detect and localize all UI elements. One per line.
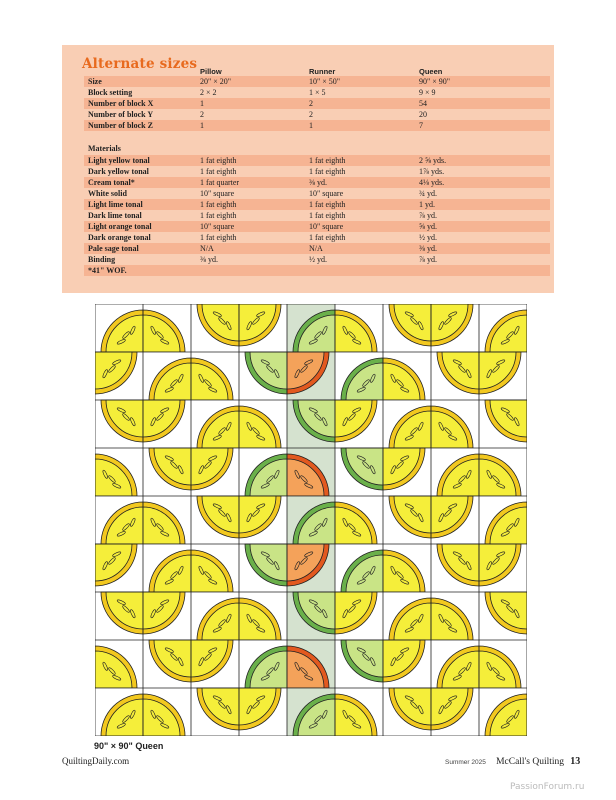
table-row xyxy=(84,120,550,131)
runner-value: 10" square xyxy=(309,222,344,231)
pillow-value: 1 xyxy=(200,99,204,108)
row-label: Dark yellow tonal xyxy=(88,167,149,176)
pillow-value: 1 fat quarter xyxy=(200,178,240,187)
panel-title: Alternate sizes xyxy=(82,56,198,72)
row-label: Dark lime tonal xyxy=(88,211,142,220)
table-row xyxy=(84,254,550,265)
runner-value: 1 fat eighth xyxy=(309,167,346,176)
row-label: Light lime tonal xyxy=(88,200,143,209)
quilt-blocks xyxy=(95,304,527,736)
queen-value: ½ yd. xyxy=(419,233,437,242)
footnote: *41" WOF. xyxy=(88,266,127,275)
queen-value: ⅞ yd. xyxy=(419,211,437,220)
pillow-value: 1 fat eighth xyxy=(200,233,237,242)
runner-value: 10" square xyxy=(309,189,344,198)
row-label: Number of block Y xyxy=(88,110,154,119)
table-row xyxy=(84,76,550,87)
pillow-value: N/A xyxy=(200,244,214,253)
queen-value: ⅜ yd. xyxy=(419,244,437,253)
row-label: Pale sage tonal xyxy=(88,244,139,253)
pillow-value: 10" square xyxy=(200,189,235,198)
runner-value: 2 xyxy=(309,110,313,119)
queen-value: ⅝ yd. xyxy=(419,222,437,231)
table-row xyxy=(84,177,550,188)
pillow-value: 1 fat eighth xyxy=(200,211,237,220)
table-row xyxy=(84,109,550,120)
table-row xyxy=(84,87,550,98)
runner-value: 1 fat eighth xyxy=(309,200,346,209)
queen-value: 54 xyxy=(419,99,427,108)
quilt-diagram xyxy=(95,304,527,736)
queen-value: 1⅞ yds. xyxy=(419,167,445,176)
queen-value: 1 yd. xyxy=(419,200,435,209)
table-row xyxy=(84,188,550,199)
column-header-queen: Queen xyxy=(419,67,443,76)
quilt-caption: 90" × 90" Queen xyxy=(94,741,164,751)
row-label: Size xyxy=(88,77,102,86)
queen-value: 20 xyxy=(419,110,427,119)
pillow-value: 1 fat eighth xyxy=(200,200,237,209)
table-row xyxy=(84,232,550,243)
footer-issue: Summer 2025 xyxy=(445,759,486,766)
page-number: 13 xyxy=(570,756,581,767)
column-header-pillow: Pillow xyxy=(200,67,222,76)
pillow-value: 20" × 20" xyxy=(200,77,232,86)
table-row xyxy=(84,166,550,177)
queen-value: 9 × 9 xyxy=(419,88,436,97)
row-label: Binding xyxy=(88,255,116,264)
row-label: Dark orange tonal xyxy=(88,233,151,242)
pillow-value: 1 fat eighth xyxy=(200,167,237,176)
row-label: Block setting xyxy=(88,88,133,97)
table-row xyxy=(84,243,550,254)
row-label: Cream tonal* xyxy=(88,178,135,187)
table-row xyxy=(84,265,550,276)
materials-heading: Materials xyxy=(88,144,121,153)
pillow-value: 10" square xyxy=(200,222,235,231)
runner-value: 1 fat eighth xyxy=(309,211,346,220)
materials-heading-row xyxy=(84,143,550,154)
row-label: Light yellow tonal xyxy=(88,156,150,165)
queen-value: ⅞ yd. xyxy=(419,255,437,264)
runner-value: 2 xyxy=(309,99,313,108)
footer-right xyxy=(445,756,580,767)
pillow-value: 1 xyxy=(200,121,204,130)
table-row xyxy=(84,199,550,210)
queen-value: ¾ yd. xyxy=(419,189,437,198)
table-row xyxy=(84,155,550,166)
pillow-value: 2 × 2 xyxy=(200,88,217,97)
queen-value: 2 ⅝ yds. xyxy=(419,156,447,165)
queen-value: 90" × 90" xyxy=(419,77,451,86)
watermark: PassionForum.ru xyxy=(510,782,585,792)
runner-value: 1 fat eighth xyxy=(309,233,346,242)
pillow-value: ⅜ yd. xyxy=(200,255,218,264)
footer-magazine: McCall's Quilting xyxy=(496,757,565,767)
pillow-value: 1 fat eighth xyxy=(200,156,237,165)
runner-value: ½ yd. xyxy=(309,255,327,264)
pillow-value: 2 xyxy=(200,110,204,119)
runner-value: 1 × 5 xyxy=(309,88,326,97)
footer-website: QuiltingDaily.com xyxy=(62,756,130,766)
table-row xyxy=(84,210,550,221)
row-label: White solid xyxy=(88,189,127,198)
runner-value: ⅜ yd. xyxy=(309,178,327,187)
table-row xyxy=(84,221,550,232)
runner-value: 10" × 50" xyxy=(309,77,341,86)
runner-value: 1 fat eighth xyxy=(309,156,346,165)
row-label: Number of block X xyxy=(88,99,154,108)
queen-value: 7 xyxy=(419,121,423,130)
table-row xyxy=(84,98,550,109)
row-label: Light orange tonal xyxy=(88,222,152,231)
queen-value: 4⅛ yds. xyxy=(419,178,445,187)
column-header-runner: Runner xyxy=(309,67,336,76)
runner-value: N/A xyxy=(309,244,323,253)
runner-value: 1 xyxy=(309,121,313,130)
row-label: Number of block Z xyxy=(88,121,153,130)
